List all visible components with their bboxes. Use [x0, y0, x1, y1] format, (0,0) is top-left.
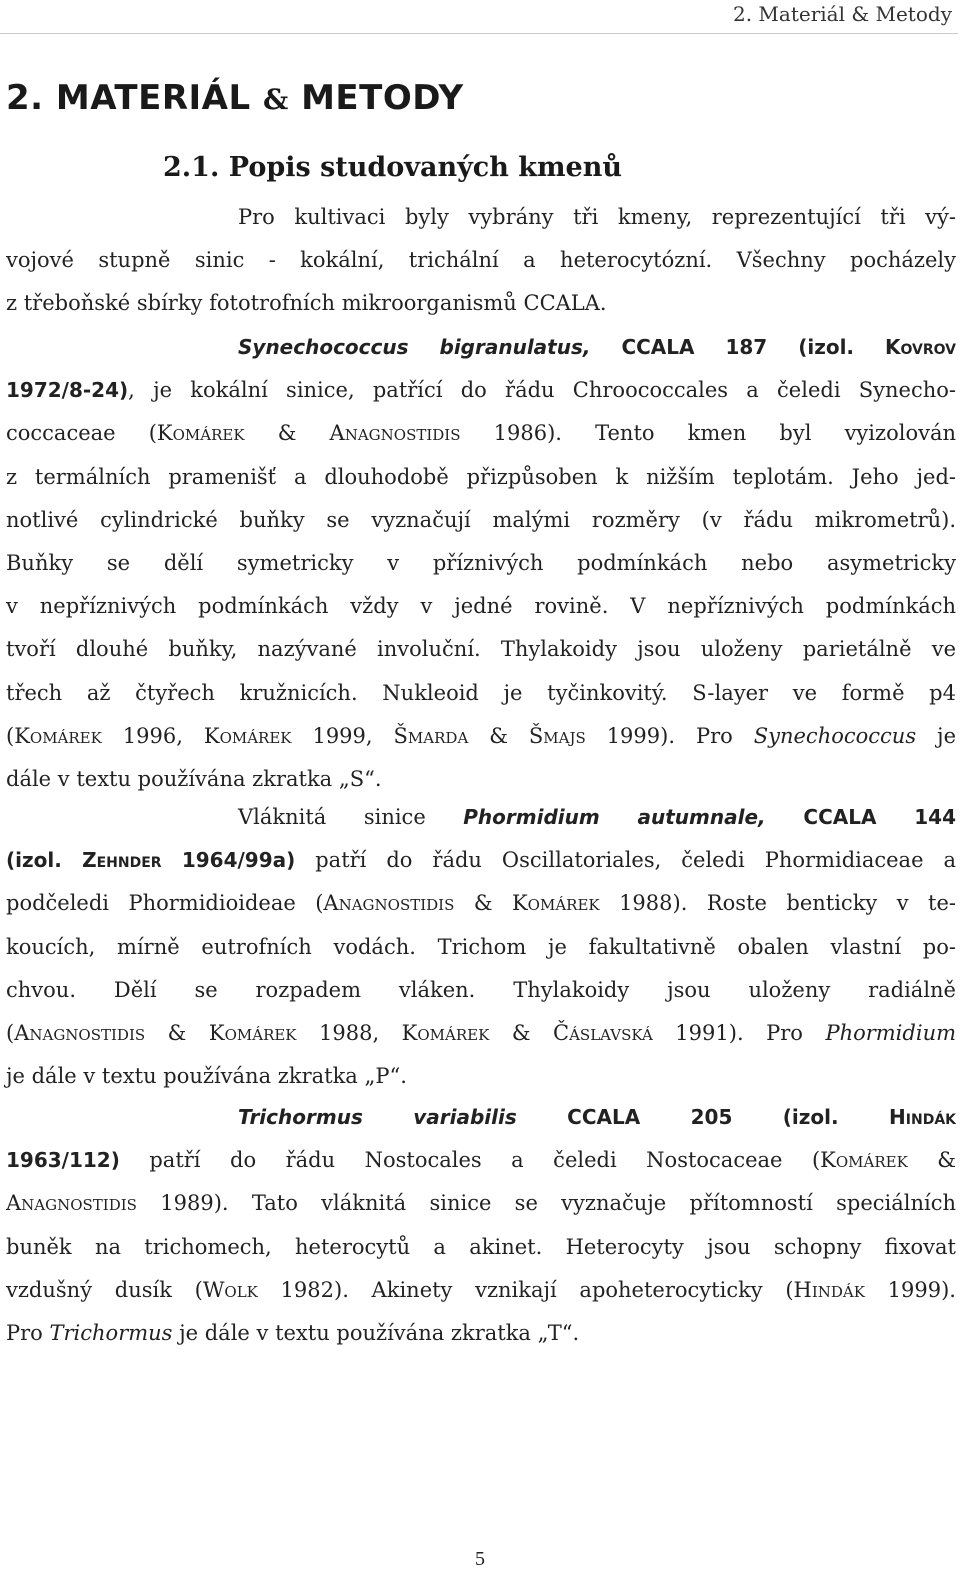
text-run: 1999). Pro	[585, 723, 754, 748]
text-run: 1988). Roste benticky v te-	[599, 891, 956, 916]
text-line	[6, 369, 956, 412]
author-name: Hindák	[889, 1105, 956, 1129]
text-run: (	[6, 1020, 15, 1045]
strain-id: 1964/99a)	[161, 848, 296, 873]
text-run: je dále v textu používána zkratka „T“.	[172, 1320, 580, 1345]
strain-id: CCALA 187 (izol.	[590, 335, 885, 359]
text-line: buněk na trichomech, heterocytů a akinet. Heterocyty jsou schopny fixovat	[6, 1234, 956, 1259]
species-name: Trichormus variabilis	[238, 1105, 517, 1129]
text-line: Buňky se dělí symetricky v příznivých podmínkách nebo asymetricky	[6, 550, 956, 575]
author-name: Anagnostidis	[14, 1020, 146, 1045]
trichormus-paragraph	[6, 1096, 956, 1355]
genus-name: Phormidium	[825, 1020, 956, 1045]
genus-name: Trichormus	[49, 1320, 173, 1345]
text-line	[6, 796, 956, 839]
text-run: 1991). Pro	[652, 1020, 826, 1045]
text-line: vojové stupně sinic - kokální, trichální a heterocytózní. Všechny pocházely	[6, 248, 956, 273]
page-number: 5	[475, 1548, 485, 1570]
text-line	[6, 1096, 956, 1139]
strain-id: (izol.	[6, 848, 83, 873]
author-name: Anagnostidis	[6, 1191, 137, 1216]
phormidium-paragraph	[6, 796, 956, 1098]
text-run: &	[907, 1148, 956, 1173]
text-run: coccaceae (	[6, 421, 157, 446]
text-line	[6, 1139, 956, 1182]
chapter-title-amp: &	[262, 83, 289, 116]
text-line	[6, 1312, 956, 1355]
text-line: tvoří dlouhé buňky, nazývané involuční. Thylakoidy jsou uloženy parietálně ve	[6, 637, 956, 662]
text-run: 1996,	[101, 723, 204, 748]
author-name: Komárek	[401, 1020, 490, 1045]
text-line	[6, 1012, 956, 1055]
text-run: &	[145, 1020, 209, 1045]
author-name: Zehnder	[82, 848, 162, 873]
text-run: (	[6, 723, 15, 748]
synechococcus-paragraph	[6, 326, 956, 801]
text-run: 1989). Tato vláknitá sinice se vyznačuje přítomností speciálních	[136, 1191, 956, 1216]
text-run: , je kokální sinice, patřící do řádu Chroococcales a čeledi Synecho-	[128, 378, 956, 403]
chapter-title-post: METODY	[288, 78, 464, 118]
text-run: &	[489, 1020, 554, 1045]
chapter-title-pre: 2. MATERIÁL	[6, 78, 263, 118]
intro-paragraph	[6, 196, 956, 326]
species-name: Phormidium autumnale,	[463, 805, 766, 829]
text-run: patří do řádu Oscillatoriales, čeledi Phormidiaceae a	[295, 848, 956, 873]
author-name: Komárek	[208, 1020, 297, 1045]
author-name: Šmarda	[393, 723, 469, 748]
text-line: notlivé cylindrické buňky se vyznačují malými rozměry (v řádu mikrometrů).	[6, 507, 956, 532]
text-run: 1982). Akinety vznikají apoheterocyticky (	[257, 1277, 794, 1302]
text-run: vzdušný dusík (	[6, 1277, 203, 1302]
text-line: chvou. Dělí se rozpadem vláken. Thylakoidy jsou uloženy radiálně	[6, 977, 956, 1002]
author-name: Komárek	[820, 1148, 908, 1173]
text-line: z třeboňské sbírky fototrofních mikroorganismů CCALA.	[6, 291, 607, 316]
text-line	[6, 882, 956, 925]
author-name: Anagnostidis	[329, 421, 461, 446]
author-name: Komárek	[14, 723, 102, 748]
text-line: koucích, mírně eutrofních vodách. Trichom je fakultativně obalen vlastní po-	[6, 934, 956, 959]
text-run: &	[454, 891, 512, 916]
genus-name: Synechococcus	[753, 723, 917, 748]
strain-id: 1972/8-24)	[6, 378, 129, 403]
strain-id: CCALA 144	[765, 805, 956, 829]
text-line: z termálních pramenišť a dlouhodobě přizpůsoben k nižším teplotám. Jeho jed-	[6, 464, 956, 489]
text-run: &	[244, 421, 330, 446]
section-title: 2.1. Popis studovaných kmenů	[163, 152, 622, 183]
text-line	[6, 715, 956, 758]
text-run: 1999,	[291, 723, 394, 748]
text-run: podčeledi Phormidioideae (	[6, 891, 324, 916]
text-line	[6, 1269, 956, 1312]
text-run: 1988,	[296, 1020, 402, 1045]
text-line: je dále v textu používána zkratka „P“.	[6, 1064, 407, 1089]
text-line	[6, 1182, 956, 1225]
text-line: třech až čtyřech kružnicích. Nukleoid je tyčinkovitý. S-layer ve formě p4	[6, 680, 956, 705]
author-name: Komárek	[156, 421, 245, 446]
author-name: Kovrov	[885, 335, 956, 359]
text-run: 1986). Tento kmen byl vyizolován	[460, 421, 956, 446]
text-line	[6, 326, 956, 369]
strain-id: 1963/112)	[6, 1148, 120, 1173]
header-rule	[0, 33, 958, 34]
text-line: Pro kultivaci byly vybrány tři kmeny, reprezentující tři vý-	[238, 205, 956, 229]
author-name: Komárek	[203, 723, 292, 748]
text-line: dále v textu používána zkratka „S“.	[6, 766, 382, 791]
author-name: Komárek	[511, 891, 600, 916]
text-run: patří do řádu Nostocales a čeledi Nostocaceae (	[119, 1148, 821, 1173]
text-line	[6, 412, 956, 455]
text-run: je	[916, 723, 956, 748]
text-run: Vláknitá sinice	[238, 805, 464, 829]
author-name: Anagnostidis	[323, 891, 455, 916]
author-name: Šmajs	[528, 723, 586, 748]
text-run: 1999).	[864, 1277, 956, 1302]
running-header: 2. Materiál & Metody	[732, 2, 952, 26]
author-name: Wolk	[202, 1277, 258, 1302]
strain-id: CCALA 205 (izol.	[516, 1105, 890, 1129]
text-run: &	[468, 723, 529, 748]
author-name: Hindák	[793, 1277, 865, 1302]
species-name: Synechococcus bigranulatus,	[238, 335, 591, 359]
author-name: Čáslavská	[553, 1020, 653, 1045]
chapter-title	[6, 78, 464, 118]
text-line	[6, 839, 956, 882]
text-line: v nepříznivých podmínkách vždy v jedné rovině. V nepříznivých podmínkách	[6, 594, 956, 619]
text-run: Pro	[6, 1320, 50, 1345]
